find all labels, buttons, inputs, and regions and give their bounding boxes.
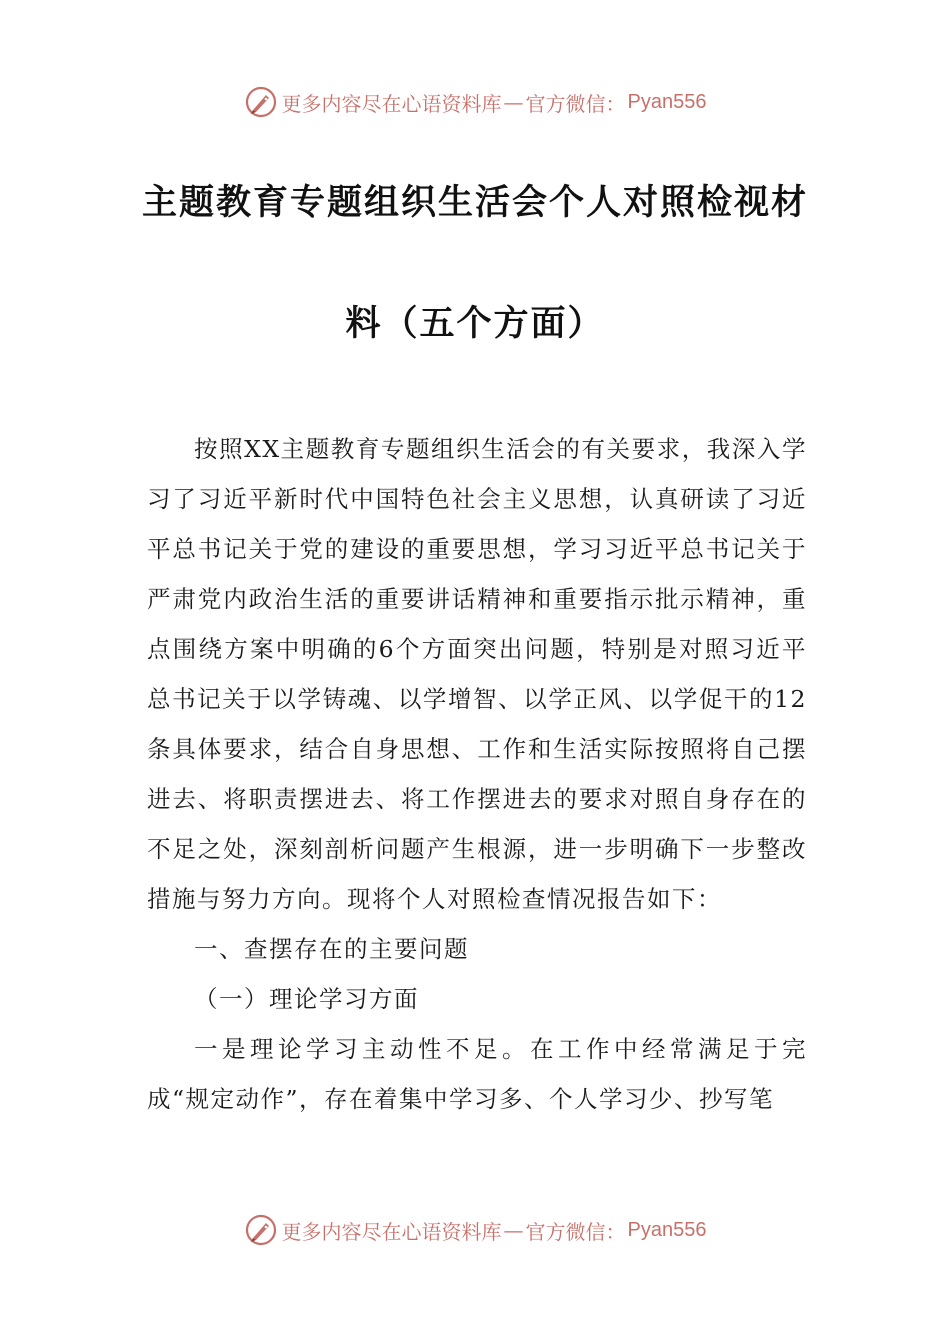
subsection-heading: （一）理论学习方面 (194, 985, 419, 1013)
watermark-wechat-id: Pyan556 (627, 90, 707, 113)
watermark-dash: — (503, 1218, 524, 1242)
watermark-wechat-label: 官方微信： (525, 1219, 626, 1244)
section-heading: 一、查摆存在的主要问题 (194, 935, 469, 963)
watermark-wechat-label: 官方微信： (525, 91, 626, 116)
document-body (147, 424, 807, 1124)
pen-nib-logo-icon (244, 1213, 278, 1247)
document-title-line-1: 主题教育专题组织生活会个人对照检视材 (141, 182, 808, 223)
intro-paragraph: 按照XX主题教育专题组织生活会的有关要求，我深入学习了习近平新时代中国特色社会主义思想，认真研读了习近平总书记关于党的建设的重要思想，学习习近平总书记关于严肃党内政治生活的重要讲话精神和重要指示批示精神，重点围绕方案中明确的6个方面突出问题，特别是对照习近平总书记关于以学铸魂、以学增智、以学正风、以学促干的12条具体要求，结合自身思想、工作和生活实际按照将自己摆进去、将职责摆进去、将工作摆进去的要求对照自身存在的不足之处，深刻剖析问题产生根源，进一步明确下一步整改措施与努力方向。现将个人对照检查情况报告如下： (147, 435, 807, 913)
watermark-main-text: 更多内容尽在心语资料库 (281, 1219, 502, 1244)
body-paragraph: 一是理论学习主动性不足。在工作中经常满足于完成“规定动作”，存在着集中学习多、个人学习少、抄写笔 (147, 1035, 807, 1113)
document-title-line-2: 料（五个方面） (345, 303, 605, 344)
watermark-banner-top (0, 82, 950, 122)
watermark-main-text: 更多内容尽在心语资料库 (281, 91, 502, 116)
watermark-banner-bottom (0, 1210, 950, 1250)
watermark-dash: — (503, 90, 524, 114)
pen-nib-logo-icon (244, 85, 278, 119)
watermark-wechat-id: Pyan556 (627, 1218, 707, 1241)
